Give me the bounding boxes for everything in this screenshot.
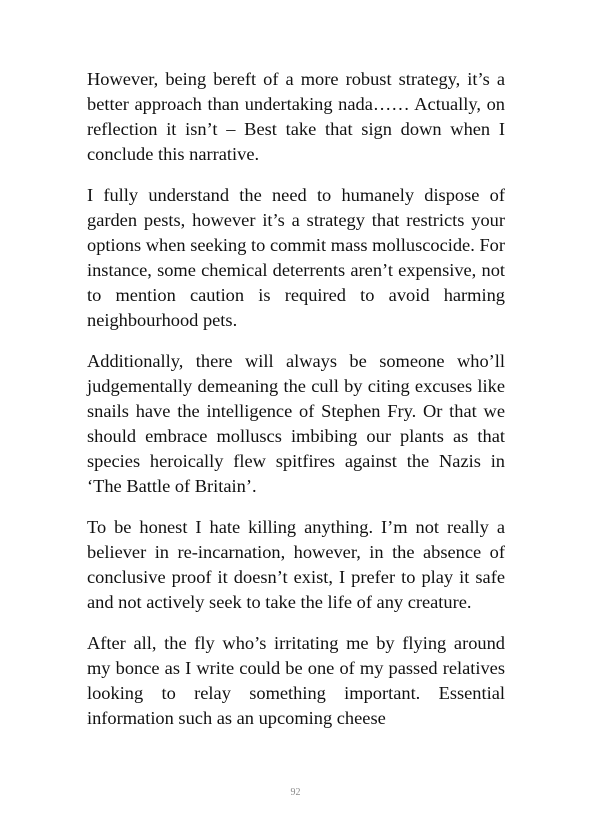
page-number: 92 <box>290 787 301 798</box>
paragraph: However, being bereft of a more robust strategy, it’s a better approach than undertaking nada…… Actually, on reflection it isn’t – Best take that sign down when I conclude this narrative. <box>87 69 505 165</box>
body-text <box>87 67 505 747</box>
paragraph: To be honest I hate killing anything. I’m not really a believer in re-incarnation, however, in the absence of conclusive proof it doesn’t exist, I prefer to play it safe and not actively seek to take the life of any creature. <box>87 517 505 613</box>
paragraph: Additionally, there will always be someone who’ll judgementally demeaning the cull by citing excuses like snails have the intelligence of Stephen Fry. Or that we should embrace molluscs imbibing our plants as that species heroically flew spitfires against the Nazis in ‘The Battle of Britain’. <box>87 350 505 497</box>
paragraph: After all, the fly who’s irritating me by flying around my bonce as I write could be one of my passed relatives looking to relay something important. Essential information such as an upcoming cheese <box>87 632 505 729</box>
paragraph: I fully understand the need to humanely dispose of garden pests, however it’s a strategy that restricts your options when seeking to commit mass molluscocide. For instance, some chemical deterrents aren’t expensive, not to mention caution is required to avoid harming neighbourhood pets. <box>87 184 505 331</box>
